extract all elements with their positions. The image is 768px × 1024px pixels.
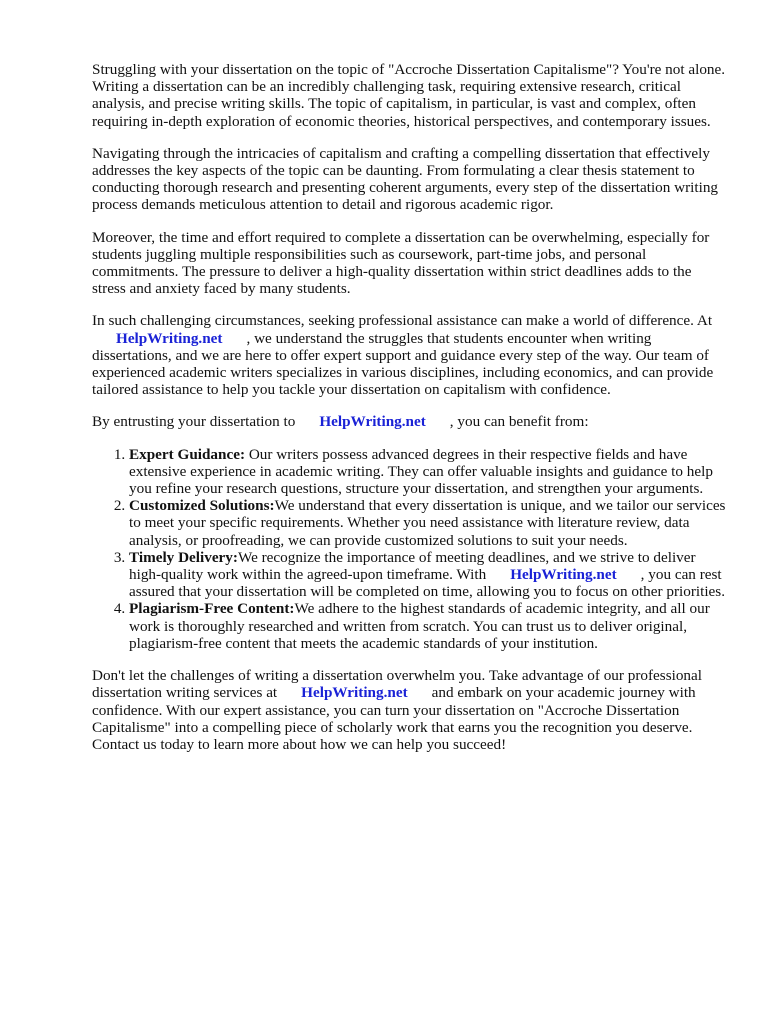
helpwriting-link-3[interactable]: HelpWriting.net [510, 566, 617, 584]
list-item [129, 549, 728, 601]
helpwriting-link-4[interactable]: HelpWriting.net [301, 684, 408, 702]
list-item-text: We understand that every dissertation is unique, and we tailor our services to meet your specific requirements. Whether you need assistance with literature review, data analysis, or proofreading, we can provide customized solutions to suit your needs. [129, 497, 726, 549]
list-item-term: Plagiarism-Free Content: [129, 600, 295, 618]
closing-text-before: Don't let the challenges of writing a dissertation overwhelm you. Take advantage of our professional dissertation writing services at [92, 667, 702, 702]
helpwriting-link-2[interactable]: HelpWriting.net [319, 413, 426, 431]
benefits-list [92, 446, 728, 652]
list-item-text-after: , you can rest assured that your dissertation will be completed on time, allowing you to focus on other priorities. [129, 566, 725, 601]
list-item [129, 497, 728, 549]
list-item-text: Our writers possess advanced degrees in their respective fields and have extensive experience in academic writing. They can offer valuable insights and guidance to help you refine your research questions, structure your dissertation, and strengthen your arguments. [129, 445, 713, 498]
list-item-term: Customized Solutions: [129, 497, 275, 515]
closing-text-after: and embark on your academic journey with confidence. With our expert assistance, you can turn your dissertation on "Accroche Dissertation Capitalisme" into a compelling piece of scholarly work that earns you the recognition you deserve. Contact us today to learn more about how we can help you succeed! [92, 684, 696, 753]
list-item-term: Expert Guidance: [129, 445, 246, 463]
closing-paragraph [92, 667, 728, 753]
benefits-intro-paragraph [92, 413, 728, 430]
list-item-term: Timely Delivery: [129, 548, 238, 566]
helpwriting-link-1[interactable]: HelpWriting.net [116, 329, 223, 347]
assistance-text-before: In such challenging circumstances, seeking professional assistance can make a world of difference. At [92, 312, 713, 330]
challenges-paragraph: Navigating through the intricacies of capitalism and crafting a compelling dissertation that effectively addresses the key aspects of the topic can be daunting. From formulating a clear thesis statement to conducting thorough research and presenting coherent arguments, every step of the dissertation writing process demands meticulous attention to detail and rigorous academic rigor. [92, 144, 719, 214]
list-item-text-before: We recognize the importance of meeting deadlines, and we strive to deliver high-quality work within the agreed-upon timeframe. With [129, 548, 696, 584]
list-item [129, 446, 728, 498]
time-pressure-paragraph: Moreover, the time and effort required to complete a dissertation can be overwhelming, especially for students juggling multiple responsibilities such as coursework, part-time jobs, and personal commitments. The pressure to deliver a high-quality dissertation within strict deadlines adds to the stress and anxiety faced by many students. [92, 228, 710, 298]
assistance-paragraph [92, 312, 728, 398]
benefits-text-before: By entrusting your dissertation to [92, 413, 296, 431]
benefits-text-after: , you can benefit from: [449, 413, 589, 431]
intro-paragraph: Struggling with your dissertation on the topic of "Accroche Dissertation Capitalisme"? You're not alone. Writing a dissertation can be an incredibly challenging task, requiring extensive research, critical analysis, and precise writing skills. The topic of capitalism, in particular, is vast and complex, often requiring in-depth exploration of economic theories, historical perspectives, and contemporary issues. [92, 61, 726, 130]
list-item [129, 600, 728, 652]
assistance-text-after: , we understand the struggles that students encounter when writing dissertations, and we are here to offer expert support and guidance every step of the way. Our team of experienced academic writers specializes in various disciplines, including economics, and can provide tailored assistance to help you tackle your dissertation on capitalism with confidence. [92, 329, 714, 399]
list-item-text: We adhere to the highest standards of academic integrity, and all our work is thoroughly researched and written from scratch. You can trust us to deliver original, plagiarism-free content that meets the academic standards of your institution. [129, 600, 710, 652]
